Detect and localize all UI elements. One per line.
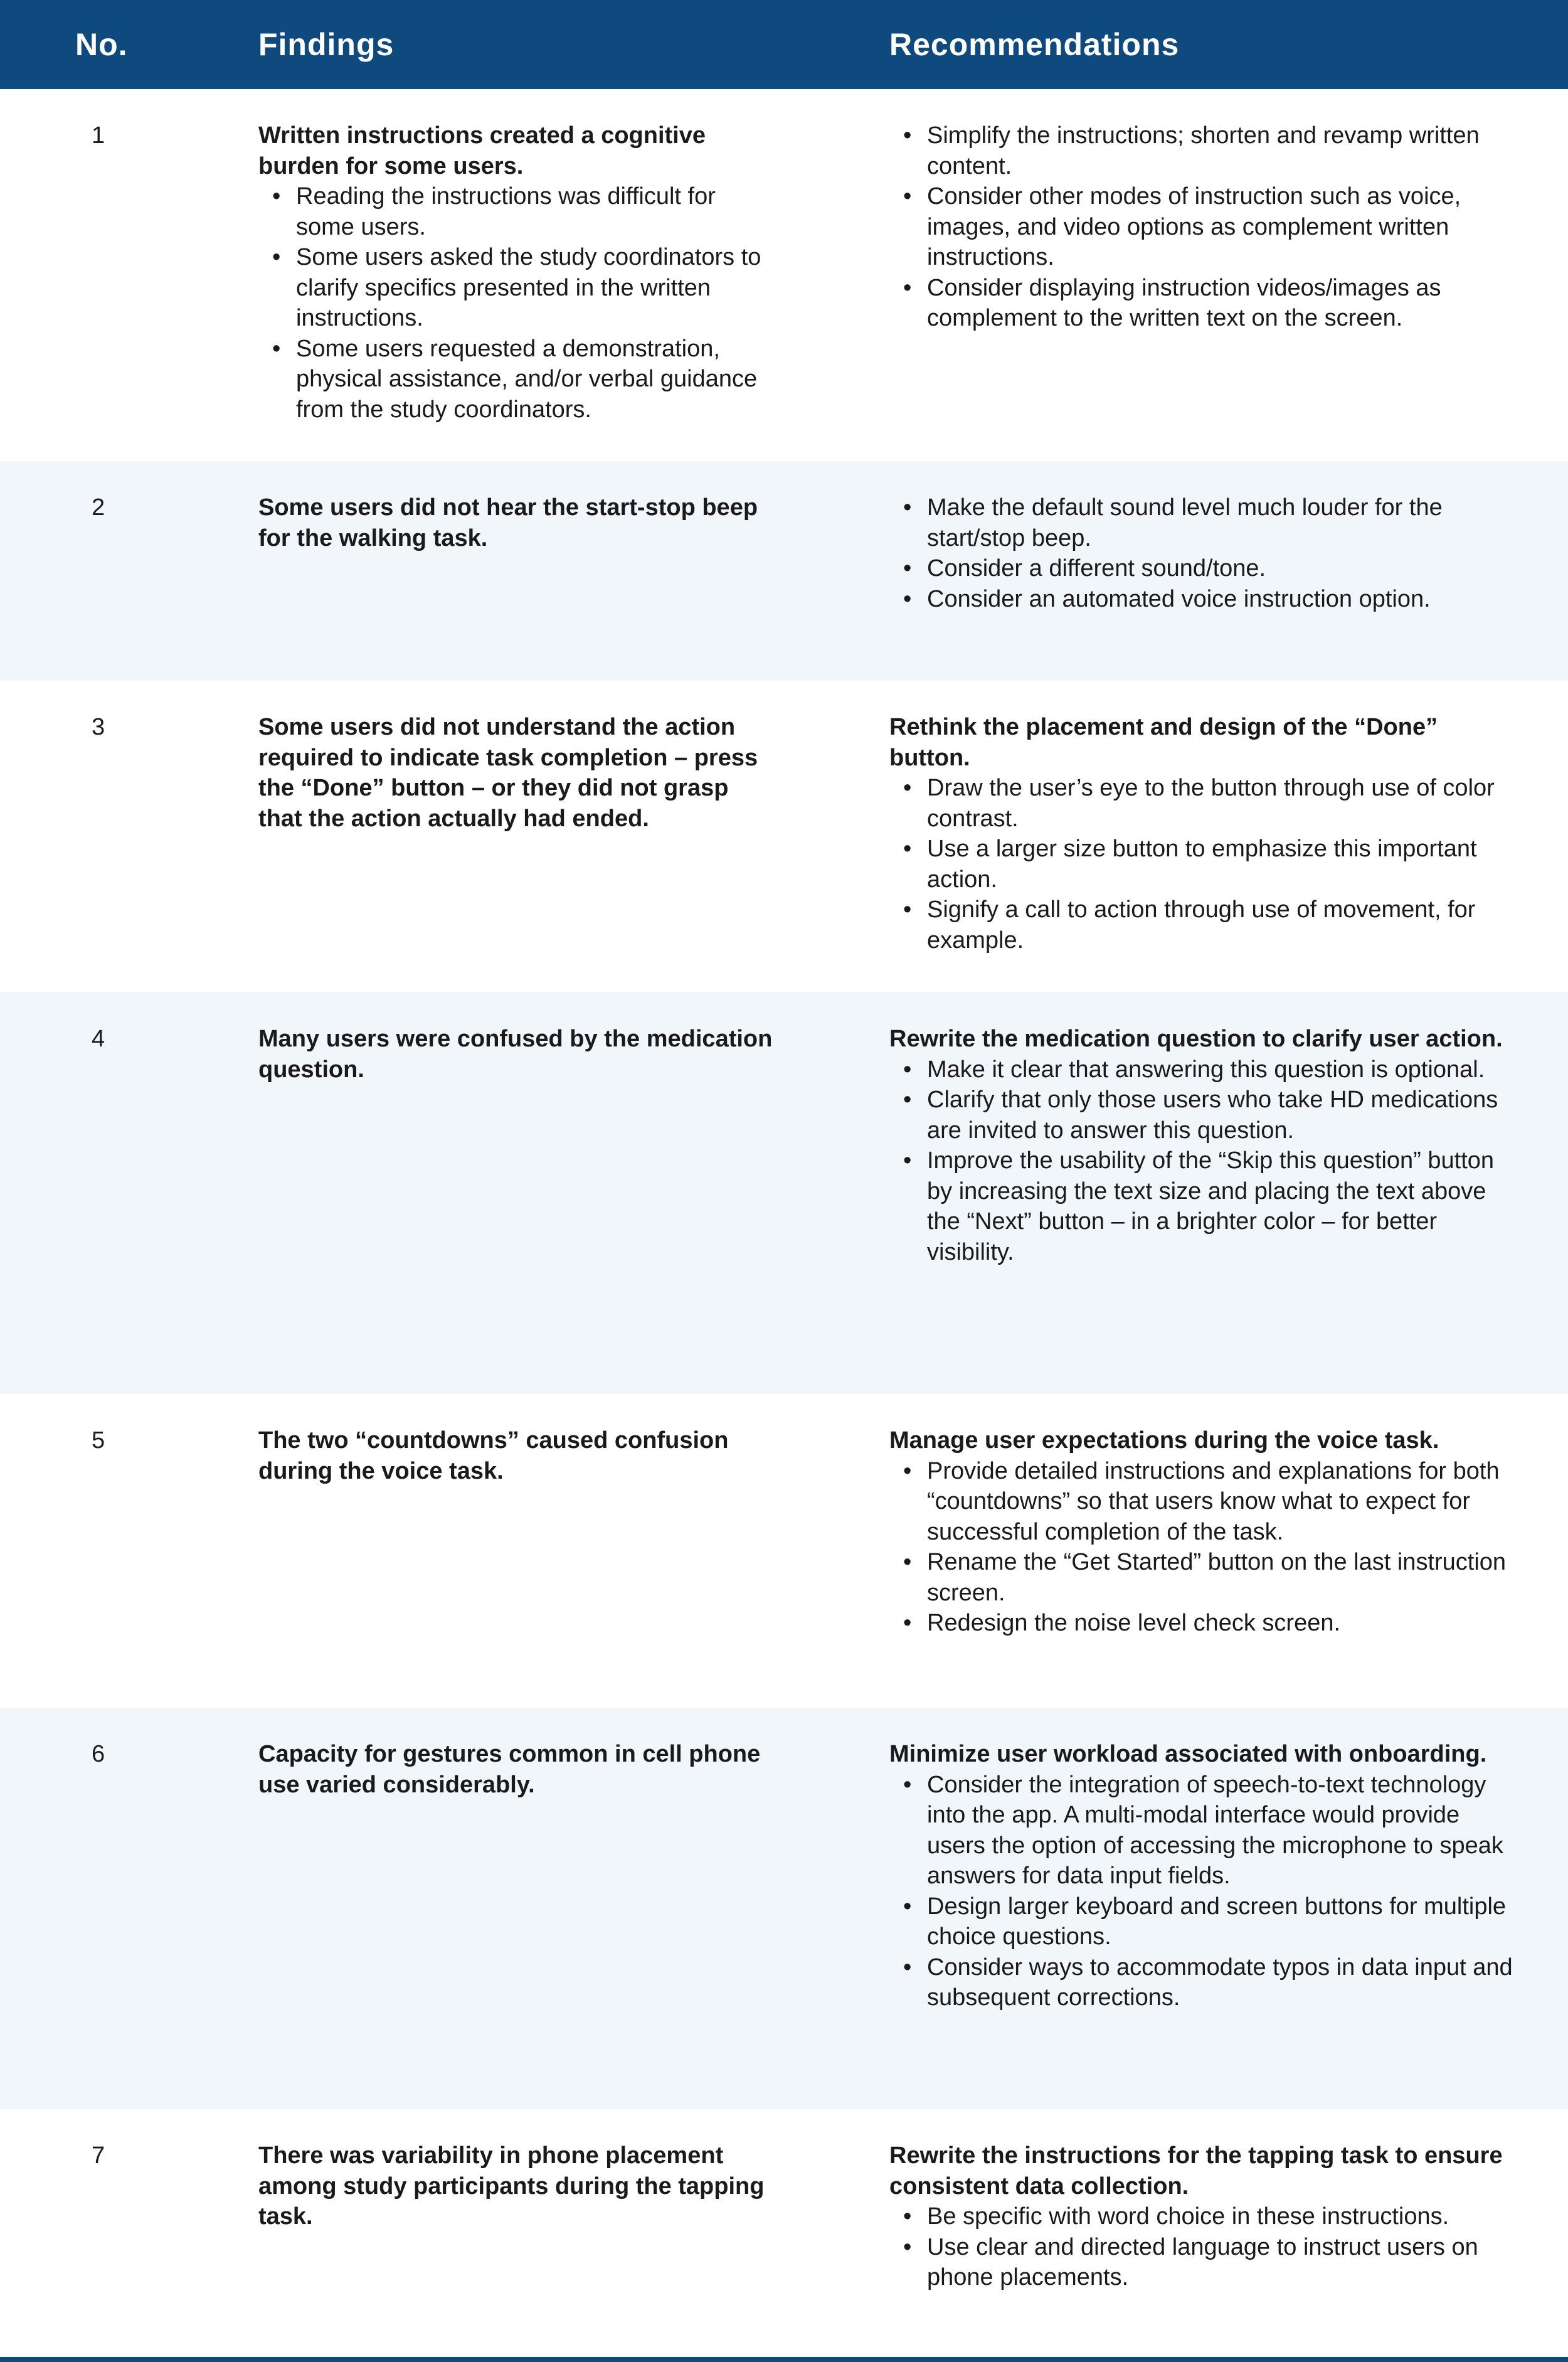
recommendation-bullets [889,492,1517,614]
finding-lead: There was variability in phone placement among study participants during the tapping task. [258,2142,765,2230]
list-item: • Use a larger size button to emphasize this important action. [889,834,1517,895]
header-findings: Findings [258,27,395,62]
finding-cell [258,120,773,425]
recommendation-cell [889,1425,1517,1639]
finding-lead: The two “countdowns” caused confusion during the voice task. [258,1427,729,1484]
list-item: • Consider displaying instruction videos/images as complement to the written text on the screen. [889,273,1517,334]
list-item: • Improve the usability of the “Skip this question” button by increasing the text size and placing the text above the “Next” button – in a brighter color – for better visibility. [889,1146,1517,1267]
table-row [0,1394,1568,1708]
recommendation-lead: Minimize user workload associated with onboarding. [889,1741,1487,1767]
list-item: • Consider the integration of speech-to-text technology into the app. A multi-modal interface would provide users the option of accessing the microphone to speak answers for data input fields. [889,1770,1517,1891]
recommendation-lead: Rethink the placement and design of the “Done” button. [889,714,1438,771]
finding-lead: Capacity for gestures common in cell phone use varied considerably. [258,1741,761,1798]
row-number: 6 [92,1741,105,1767]
recommendation-lead: Manage user expectations during the voice task. [889,1427,1439,1454]
list-item: • Rename the “Get Started” button on the last instruction screen. [889,1547,1517,1608]
list-item: • Use clear and directed language to instruct users on phone placements. [889,2232,1517,2293]
list-item: • Make it clear that answering this question is optional. [889,1055,1517,1085]
finding-lead: Some users did not understand the action required to indicate task completion – press the “Done” button – or they did not grasp that the action actually had ended. [258,714,758,832]
recommendation-bullets [889,1456,1517,1639]
row-number: 7 [92,2142,105,2169]
list-item: • Some users requested a demonstration, physical assistance, and/or verbal guidance from the study coordinators. [258,334,773,425]
list-item: • Redesign the noise level check screen. [889,1608,1517,1639]
table-row [0,89,1568,461]
bottom-divider [0,2357,1568,2362]
recommendation-cell [889,1739,1517,2013]
row-number: 3 [92,714,105,740]
list-item: • Some users asked the study coordinators to clarify specifics presented in the written instructions. [258,242,773,334]
recommendation-bullets [889,773,1517,955]
list-item: • Consider a different sound/tone. [889,553,1517,584]
list-item: • Design larger keyboard and screen buttons for multiple choice questions. [889,1891,1517,1952]
row-number: 5 [92,1427,105,1454]
list-item: • Be specific with word choice in these instructions. [889,2201,1517,2232]
table-row [0,461,1568,681]
recommendation-cell [889,712,1517,955]
list-item: • Signify a call to action through use of movement, for example. [889,895,1517,955]
list-item: • Consider ways to accommodate typos in data input and subsequent corrections. [889,1952,1517,2013]
list-item: • Make the default sound level much louder for the start/stop beep. [889,492,1517,553]
table-row [0,992,1568,1394]
table-header [0,0,1568,89]
finding-cell [258,492,773,553]
list-item: • Consider other modes of instruction such as voice, images, and video options as complement written instructions. [889,181,1517,273]
list-item: • Provide detailed instructions and explanations for both “countdowns” so that users know what to expect for successful completion of the task. [889,1456,1517,1548]
recommendation-bullets [889,120,1517,334]
recommendation-lead: Rewrite the medication question to clarify user action. [889,1026,1503,1052]
list-item: • Clarify that only those users who take HD medications are invited to answer this question. [889,1085,1517,1146]
row-number: 1 [92,122,105,149]
recommendation-cell [889,1024,1517,1267]
finding-lead: Written instructions created a cognitive burden for some users. [258,122,706,179]
recommendation-bullets [889,2201,1517,2293]
finding-cell [258,712,773,834]
header-no: No. [75,27,128,62]
finding-bullets [258,181,773,425]
table-row [0,681,1568,992]
row-number: 4 [92,1026,105,1052]
table-row [0,2109,1568,2357]
header-recommendations: Recommendations [889,27,1180,62]
finding-cell [258,1739,773,1800]
recommendation-bullets [889,1055,1517,1268]
finding-cell [258,1024,773,1085]
list-item: • Reading the instructions was difficult for some users. [258,181,773,242]
row-number: 2 [92,494,105,521]
finding-cell [258,1425,773,1486]
list-item: • Simplify the instructions; shorten and revamp written content. [889,120,1517,181]
recommendation-cell [889,2141,1517,2293]
recommendation-cell [889,492,1517,614]
list-item: • Consider an automated voice instruction option. [889,584,1517,615]
recommendation-lead: Rewrite the instructions for the tapping task to ensure consistent data collection. [889,2142,1503,2200]
finding-lead: Many users were confused by the medication question. [258,1026,773,1083]
list-item: • Draw the user’s eye to the button through use of color contrast. [889,773,1517,834]
table-row [0,1708,1568,2109]
recommendation-cell [889,120,1517,334]
finding-lead: Some users did not hear the start-stop beep for the walking task. [258,494,758,551]
finding-cell [258,2141,773,2232]
recommendation-bullets [889,1770,1517,2013]
